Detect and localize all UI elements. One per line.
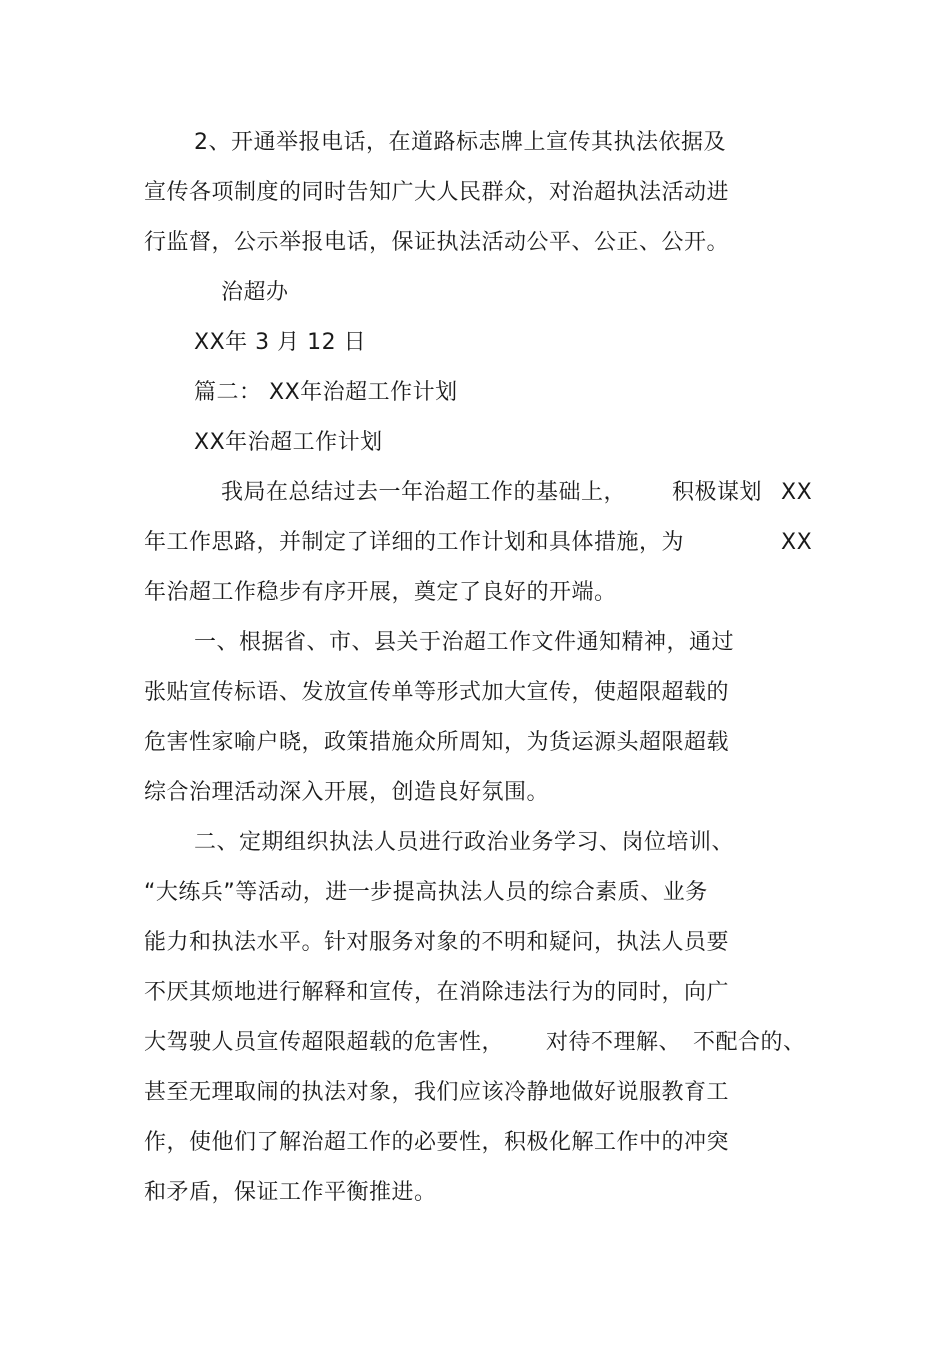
text-segment: 积极谋划 (672, 480, 763, 505)
text-line: 年工作思路，并制定了详细的工作计划和具体措施，为 (144, 530, 685, 555)
text-line: 宣传各项制度的同时告知广大人民群众，对治超执法活动进 (144, 180, 730, 205)
text-segment: XX (781, 480, 813, 505)
text-line: 一、根据省、市、县关于治超工作文件通知精神，通过 (194, 630, 735, 655)
text-segment: 对待不理解、 (546, 1030, 682, 1055)
text-line: 年治超工作稳步有序开展，奠定了良好的开端。 (144, 580, 617, 605)
text-line: 二、定期组织执法人员进行政治业务学习、岗位培训、 (194, 830, 735, 855)
text-line: 危害性家喻户晓，政策措施众所周知，为货运源头超限超载 (144, 730, 730, 755)
text-line: 大驾驶人员宣传超限超载的危害性， (144, 1030, 505, 1055)
text-line: 张贴宣传标语、发放宣传单等形式加大宣传，使超限超载的 (144, 680, 730, 705)
signature-date: XX年 3 月 12 日 (194, 330, 367, 355)
text-line: 不厌其烦地进行解释和宣传，在消除违法行为的同时，向广 (144, 980, 730, 1005)
text-segment: XX (781, 530, 813, 555)
text-line: 2、开通举报电话，在道路标志牌上宣传其执法依据及 (194, 130, 726, 155)
text-line: 综合治理活动深入开展，创造良好氛围。 (144, 780, 550, 805)
text-line: 和矛盾，保证工作平衡推进。 (144, 1180, 437, 1205)
text-line: 能力和执法水平。针对服务对象的不明和疑问，执法人员要 (144, 930, 730, 955)
text-line: 作，使他们了解治超工作的必要性，积极化解工作中的冲突 (144, 1130, 730, 1155)
section-heading: 篇二： XX年治超工作计划 (194, 380, 458, 405)
text-line: “大练兵”等活动，进一步提高执法人员的综合素质、业务 (144, 880, 708, 905)
signature-office: 治超办 (221, 280, 289, 305)
text-line: 我局在总结过去一年治超工作的基础上， (221, 480, 627, 505)
text-line: 行监督，公示举报电话，保证执法活动公平、公正、公开。 (144, 230, 730, 255)
text-line: 甚至无理取闹的执法对象，我们应该冷静地做好说服教育工 (144, 1080, 730, 1105)
document-title: XX年治超工作计划 (194, 430, 383, 455)
text-segment: 不配合的、 (693, 1030, 806, 1055)
